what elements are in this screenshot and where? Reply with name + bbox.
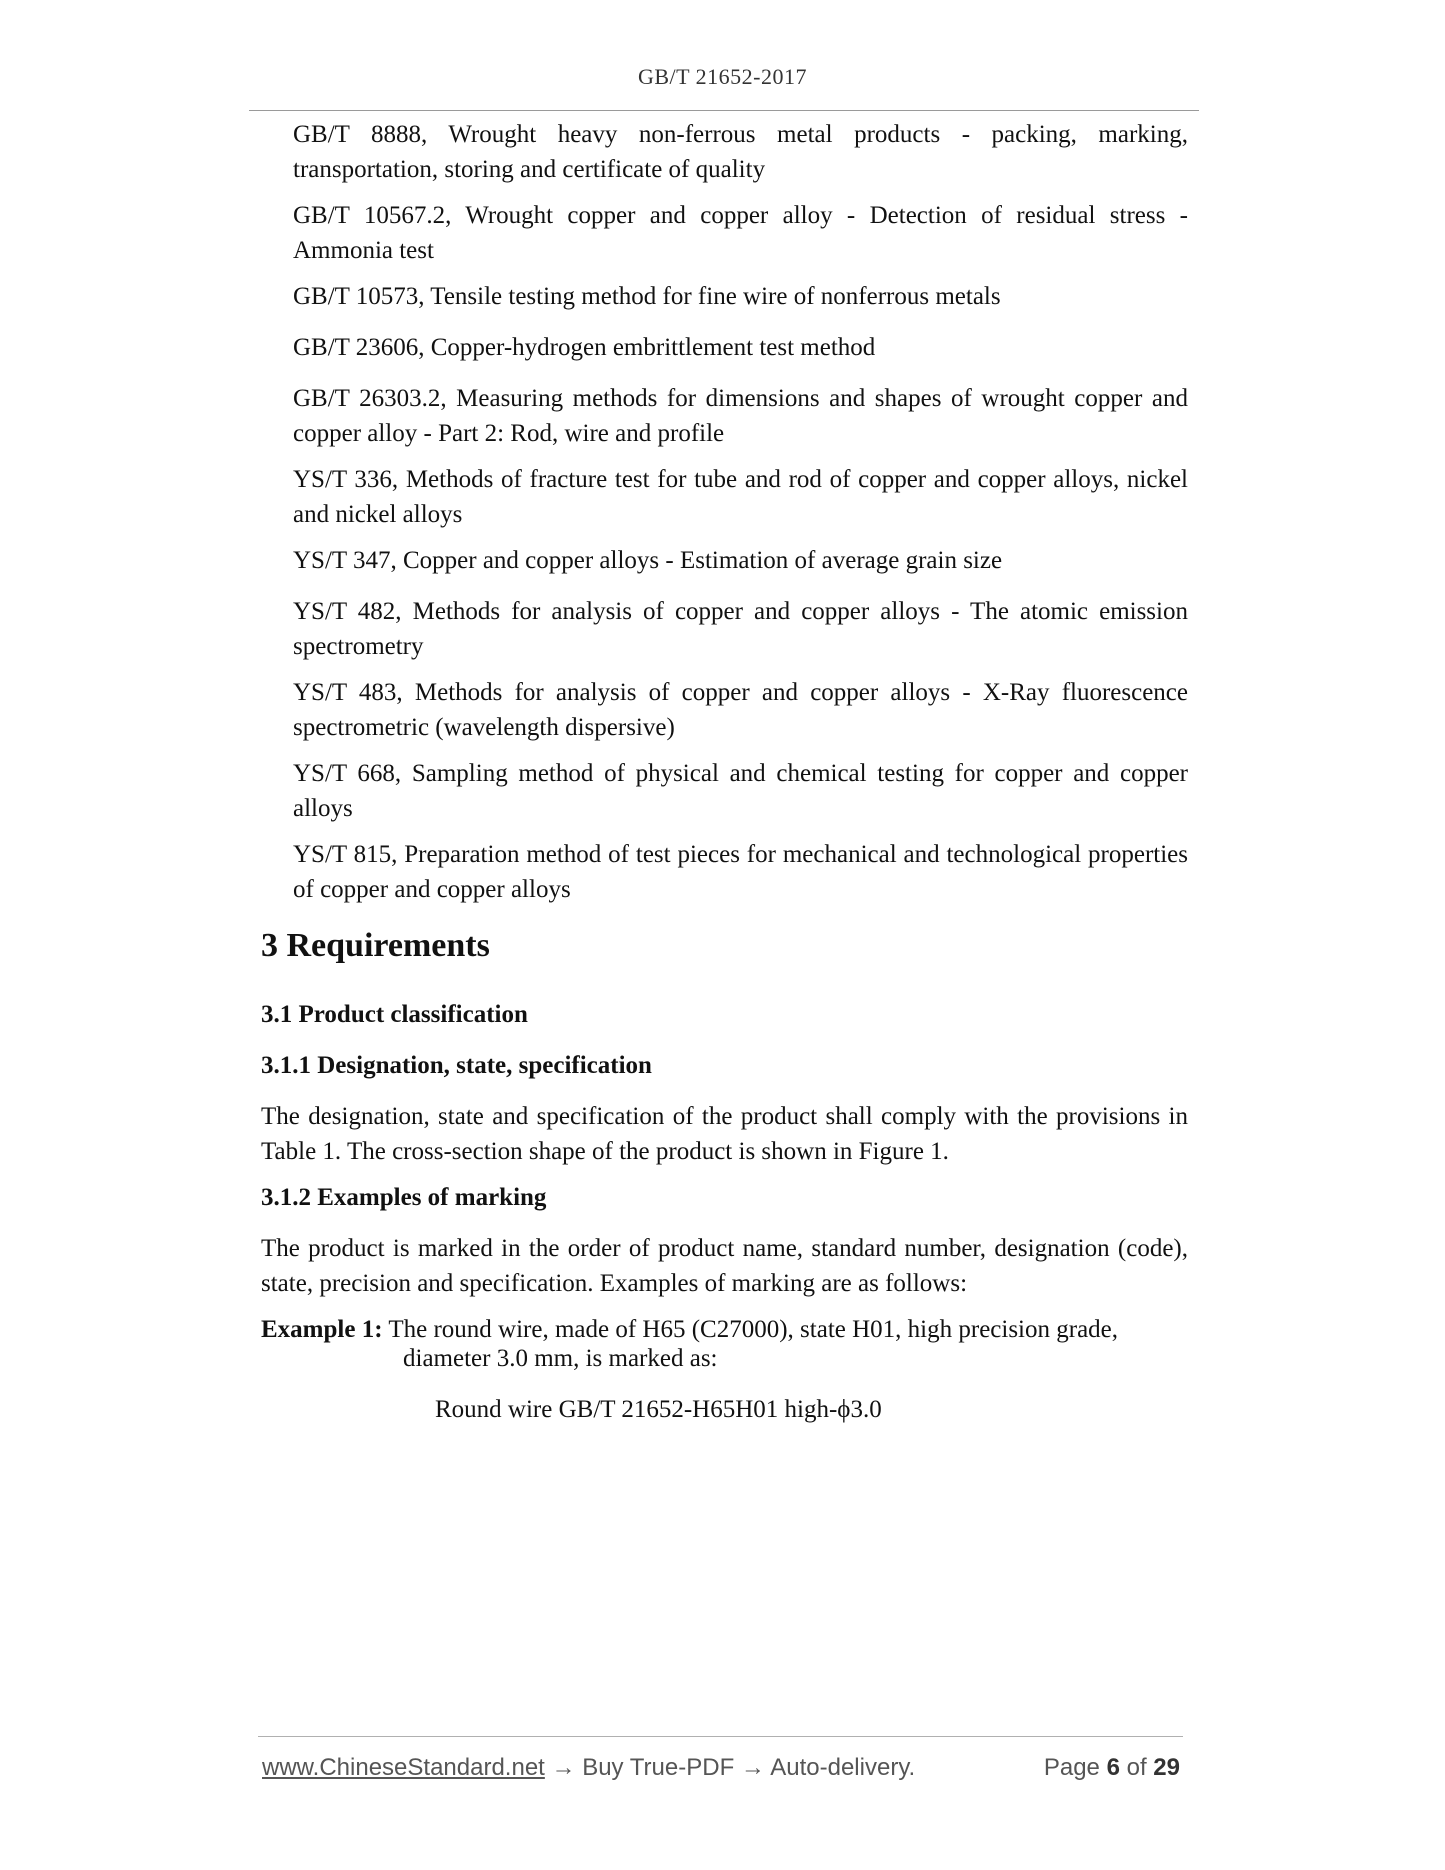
footer-divider [258,1736,1183,1737]
subheading-product-classification: 3.1 Product classification [261,1001,528,1028]
example-text-line2: diameter 3.0 mm, is marked as: [403,1345,718,1372]
subheading-examples-of-marking: 3.1.2 Examples of marking [261,1184,547,1211]
reference-yst-482: YS/T 482, Methods for analysis of copper and copper alloys - The atomic emission spectrometry [293,598,1188,660]
marking-example: Round wire GB/T 21652-H65H01 high-ϕ3.0 [435,1396,882,1423]
example-1 [261,1312,1188,1347]
example-label: Example 1: [261,1316,383,1343]
reference-gbt-10573: GB/T 10573, Tensile testing method for fine wire of nonferrous metals [293,283,1001,310]
paragraph-marking-order: The product is marked in the order of product name, standard number, designation (code), state, precision and specification. Examples of marking are as follows: [261,1235,1188,1297]
reference-yst-483: YS/T 483, Methods for analysis of copper and copper alloys - X-Ray fluorescence spectrometric (wavelength dispersive) [293,679,1188,741]
paragraph-designation: The designation, state and specification of the product shall comply with the provisions in Table 1. The cross-section shape of the product is shown in Figure 1. [261,1103,1188,1165]
reference-gbt-23606: GB/T 23606, Copper-hydrogen embrittlement test method [293,334,876,361]
page-indicator [1044,1754,1180,1782]
reference-gbt-26303-2: GB/T 26303.2, Measuring methods for dimensions and shapes of wrought copper and copper alloy - Part 2: Rod, wire and profile [293,385,1188,447]
section-heading-requirements: 3 Requirements [261,927,490,964]
reference-gbt-8888: GB/T 8888, Wrought heavy non-ferrous metal products - packing, marking, transportation, storing and certificate of quality [293,121,1188,183]
buy-text: Buy True-PDF [582,1754,735,1781]
subheading-designation-state-specification: 3.1.1 Designation, state, specification [261,1052,652,1079]
footer-promo [262,1754,915,1782]
footer [262,1754,1180,1786]
reference-yst-347: YS/T 347, Copper and copper alloys - Estimation of average grain size [293,547,1003,574]
page-of-label: of [1126,1754,1147,1781]
example-text-line1: The round wire, made of H65 (C27000), state H01, high precision grade, [388,1316,1119,1343]
reference-yst-815: YS/T 815, Preparation method of test pieces for mechanical and technological properties of copper and copper alloys [293,841,1188,903]
header-divider [249,110,1199,111]
reference-yst-668: YS/T 668, Sampling method of physical and chemical testing for copper and copper alloys [293,760,1188,822]
document-header: GB/T 21652-2017 [637,64,808,89]
delivery-text: Auto-delivery. [770,1754,916,1781]
arrow-icon: → [740,1754,765,1781]
arrow-icon: → [551,1754,576,1781]
reference-gbt-10567-2: GB/T 10567.2, Wrought copper and copper alloy - Detection of residual stress - Ammonia test [293,202,1188,264]
reference-yst-336: YS/T 336, Methods of fracture test for tube and rod of copper and copper alloys, nickel and nickel alloys [293,466,1188,528]
page-number: 6 [1106,1754,1120,1781]
site-link[interactable]: www.ChineseStandard.net [262,1754,545,1781]
page-total: 29 [1153,1754,1180,1781]
page-label: Page [1043,1754,1100,1781]
